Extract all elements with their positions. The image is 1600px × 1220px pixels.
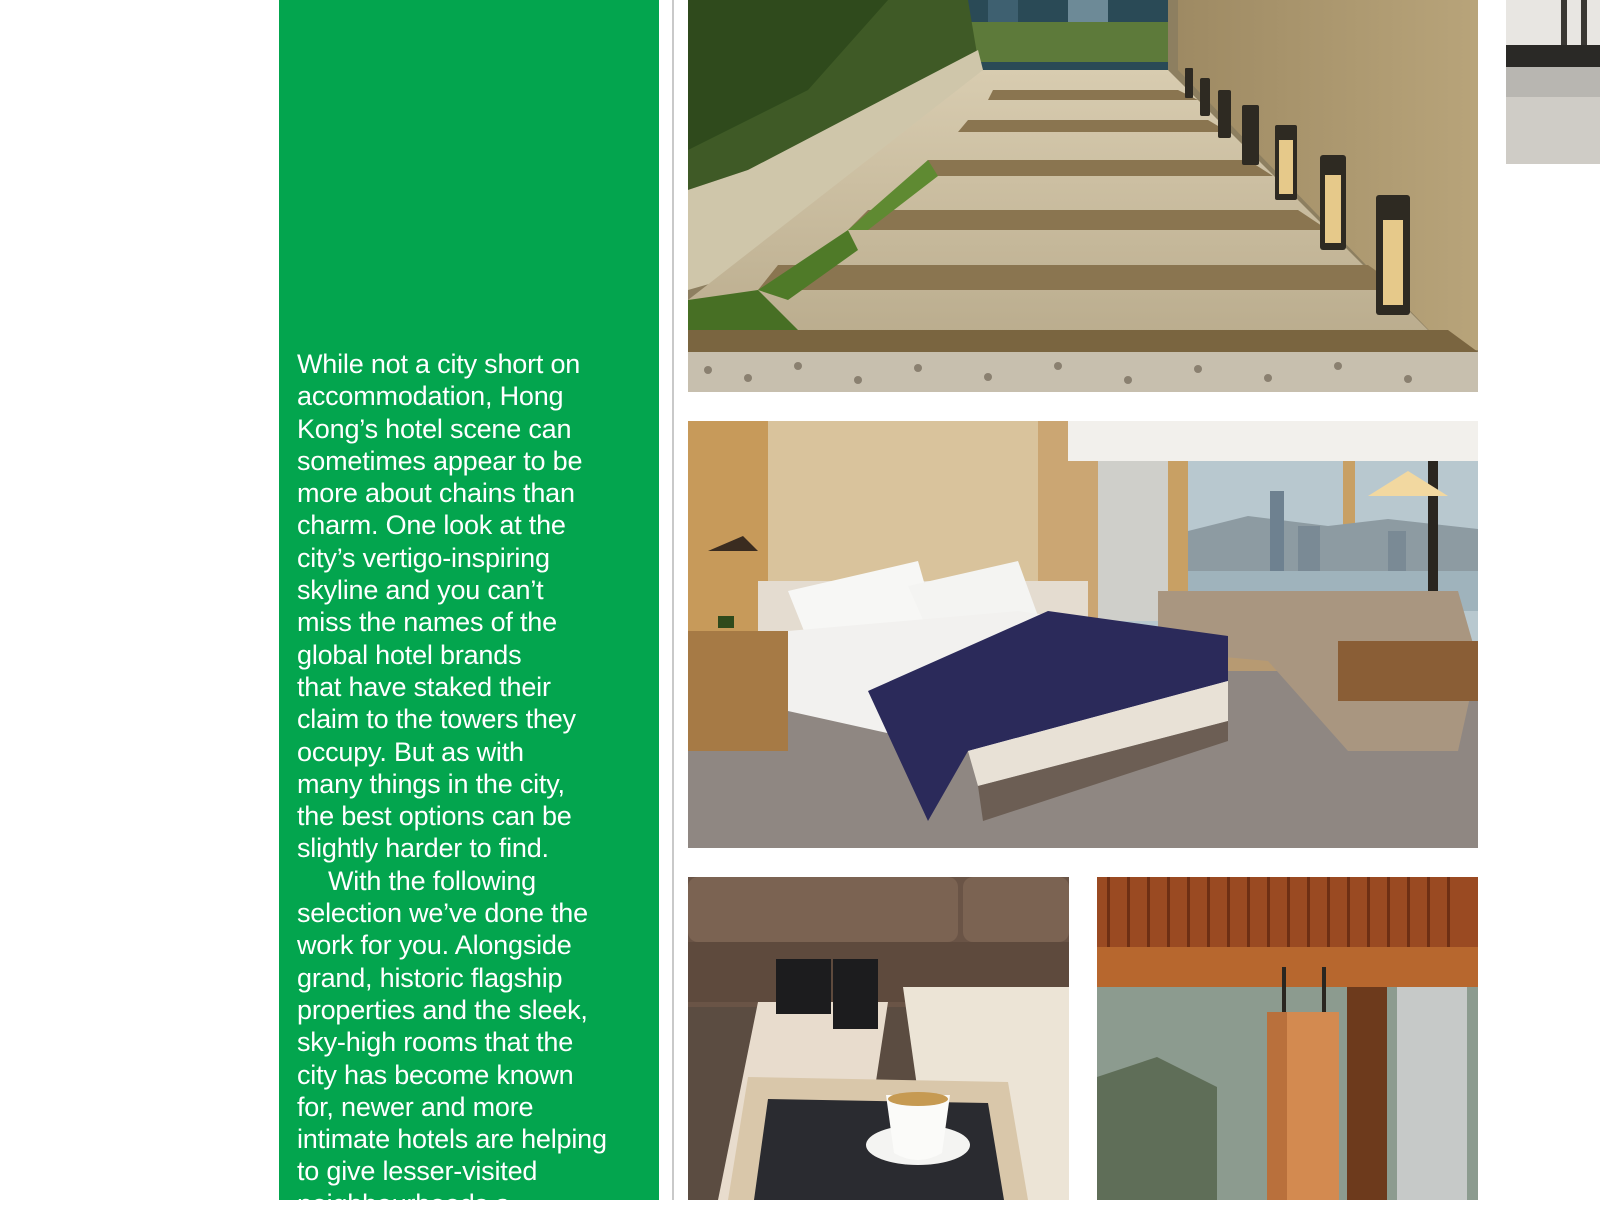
article-line: accommodation, Hong	[297, 381, 564, 412]
article-line: the best options can be	[297, 801, 572, 832]
article-body	[297, 348, 647, 1220]
green-text-panel	[279, 0, 659, 1219]
article-line: for, newer and more	[297, 1091, 534, 1122]
tea-tray-photo	[688, 877, 1069, 1200]
hotel-bedroom-photo	[688, 421, 1478, 848]
article-line: intimate hotels are helping	[297, 1124, 607, 1155]
article-line: While not a city short on	[297, 349, 581, 379]
garden-steps-photo	[688, 0, 1478, 392]
article-line: claim to the towers they	[297, 704, 576, 735]
article-line: skyline and you can’t	[297, 575, 544, 606]
article-line: neighbourhoods a	[297, 1188, 510, 1219]
article-line: Kong’s hotel scene can	[297, 413, 572, 444]
article-line: more about chains than	[297, 478, 575, 509]
cropped-interior-photo	[1506, 0, 1600, 164]
article-line: slightly harder to find.	[297, 833, 549, 864]
article-line: that have staked their	[297, 671, 551, 702]
article-line: to give lesser-visited	[297, 1156, 538, 1187]
article-line: work for you. Alongside	[297, 930, 572, 961]
article-line: city’s vertigo-inspiring	[297, 542, 550, 573]
article-line: charm. One look at the	[297, 510, 566, 541]
column-divider	[672, 0, 674, 1200]
article-line: selection we’ve done the	[297, 898, 588, 929]
article-line: grand, historic flagship	[297, 962, 563, 993]
article-line: global hotel brands	[297, 639, 522, 670]
paragraph-two-first-line: With the following	[328, 865, 536, 896]
article-line: city has become known	[297, 1059, 574, 1090]
article-line: sky-high rooms that the	[297, 1027, 574, 1058]
article-line: many things in the city,	[297, 768, 565, 799]
pendant-lamp-photo	[1097, 877, 1478, 1200]
article-line: sometimes appear to be	[297, 445, 583, 476]
article-line: properties and the sleek,	[297, 994, 588, 1025]
article-line: occupy. But as with	[297, 736, 524, 767]
article-line: miss the names of the	[297, 607, 557, 638]
